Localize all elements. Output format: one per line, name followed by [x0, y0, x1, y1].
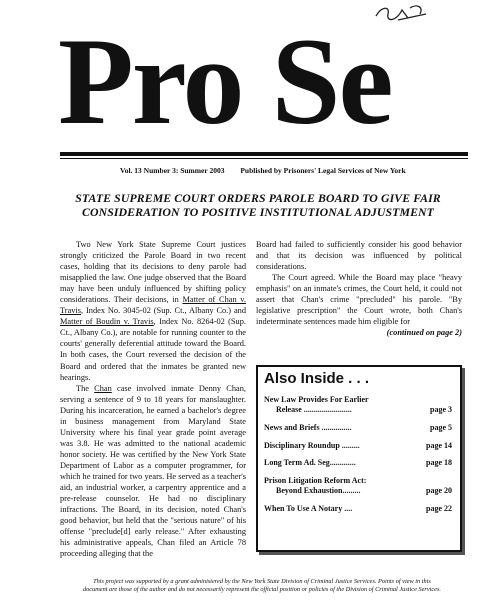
article-text: , Index No. 3045-02 (Sup. Ct., Albany Co.) and: [81, 306, 246, 316]
continued-note: (continued on page 2): [386, 328, 462, 338]
contents-item-page: page 22: [426, 503, 452, 513]
contents-item[interactable]: [264, 458, 452, 468]
contents-item[interactable]: [264, 423, 452, 433]
contents-item[interactable]: [264, 441, 452, 451]
contents-item-title: When To Use A Notary ....: [264, 503, 353, 513]
contents-item[interactable]: [264, 476, 452, 496]
case-citation: Matter of Chan v. Travis: [60, 295, 246, 316]
article-text: , Index No. 8264-02 (Sup. Ct., Albany Co.), are notable for running counter to the courts' generally deferential attitude toward the Board. In both cases, the Court reversed the decision of the Board and ordered that the inmates be granted new hearings.: [60, 317, 246, 382]
issue-publisher: Published by Prisoners' Legal Services of New York: [240, 166, 406, 175]
article-left-column: [60, 239, 246, 559]
case-citation: Matter of Boudin v. Travis: [60, 317, 154, 327]
footer-line-1: This project was supported by a grant administered by the New York State Division of Criminal Justice Services. Points of view in this: [93, 578, 431, 585]
contents-item-page: page 20: [426, 486, 452, 496]
article-text: The: [76, 383, 95, 393]
contents-item-page: page 18: [426, 458, 452, 468]
issue-line: [120, 166, 420, 175]
contents-item-title: Release ........................: [276, 405, 352, 415]
contents-item-title: News and Briefs ...............: [264, 422, 352, 432]
headline-line-2: CONSIDERATION TO POSITIVE INSTITUTIONAL ADJUSTMENT: [82, 205, 434, 219]
case-citation: Chan: [94, 383, 112, 393]
contents-item-title: Disciplinary Roundup .........: [264, 440, 360, 450]
article-paragraph: Board had failed to sufficiently consider his good behavior and that its decision was influenced by political considerations.: [256, 240, 462, 272]
article-paragraph: The Court agreed. While the Board may place "heavy emphasis" on an inmate's crimes, the Court held, it could not assert that Chan's crime "precluded" his parole. "By legislative prescription" the Court wrote, both Chan's indeterminate sentences made him eligible for: [256, 273, 462, 327]
article-right-column: [256, 239, 462, 338]
contents-item-page: page 14: [426, 440, 452, 450]
contents-item-title: Long Term Ad. Seg.............: [264, 458, 356, 468]
also-inside-title: Also Inside . . .: [264, 370, 370, 387]
article-paragraph: [60, 383, 246, 560]
article-paragraph: [60, 239, 246, 383]
also-inside-box: [256, 365, 462, 552]
headline-line-1: STATE SUPREME COURT ORDERS PAROLE BOARD TO GIVE FAIR: [75, 191, 441, 205]
article-text: Two New York State Supreme Court justices strongly criticized the Parole Board in two recent cases, holding that its decisions to deny parole had misapplied the law. One judge observed that the Board may have been unduly influenced by shifting policy considerations. Their decisions, in: [60, 240, 246, 305]
masthead-rule: [60, 152, 468, 156]
masthead-title: Pro Se: [58, 13, 392, 150]
contents-item-title: Prison Litigation Reform Act:: [264, 476, 367, 486]
contents-item[interactable]: [264, 395, 452, 415]
contents-item[interactable]: [264, 504, 452, 514]
article-text: case involved inmate Denny Chan, serving a sentence of 9 to 18 years for manslaughter. During his incarceration, he earned a bachelor's degree in business management from Maryland State University where his final year grade point average was 3.8. He was admitted to the national academic honor society. He was certified by the New York State Department of Labor as a computer programmer, for which he trained for two years. He served as a teacher's aid, an industrial worker, a carpentry apprentice and a pre-release counselor. He had no disciplinary infractions. The Board, in its decision, noted Chan's good behavior, but held that the "serious nature" of his offense "preclude[d] early release." After exhausting his administrative appeals, Chan filed an Article 78 proceeding alleging that the: [60, 383, 246, 559]
funding-footer: [52, 578, 472, 594]
contents-item-title: New Law Provides For Earlier: [264, 395, 369, 404]
footer-line-2: document are those of the author and do not necessarily represent the official position or policies of the Division of Criminal Justice Services.: [83, 586, 441, 593]
contents-item-title: Beyond Exhaustion.........: [276, 486, 361, 496]
headline: [72, 191, 444, 219]
contents-item-page: page 3: [430, 405, 452, 415]
issue-volume: Vol. 13 Number 3: Summer 2003: [120, 166, 225, 175]
masthead-rule-thin: [60, 158, 468, 159]
also-inside-list: [264, 395, 452, 522]
contents-item-page: page 5: [430, 422, 452, 432]
